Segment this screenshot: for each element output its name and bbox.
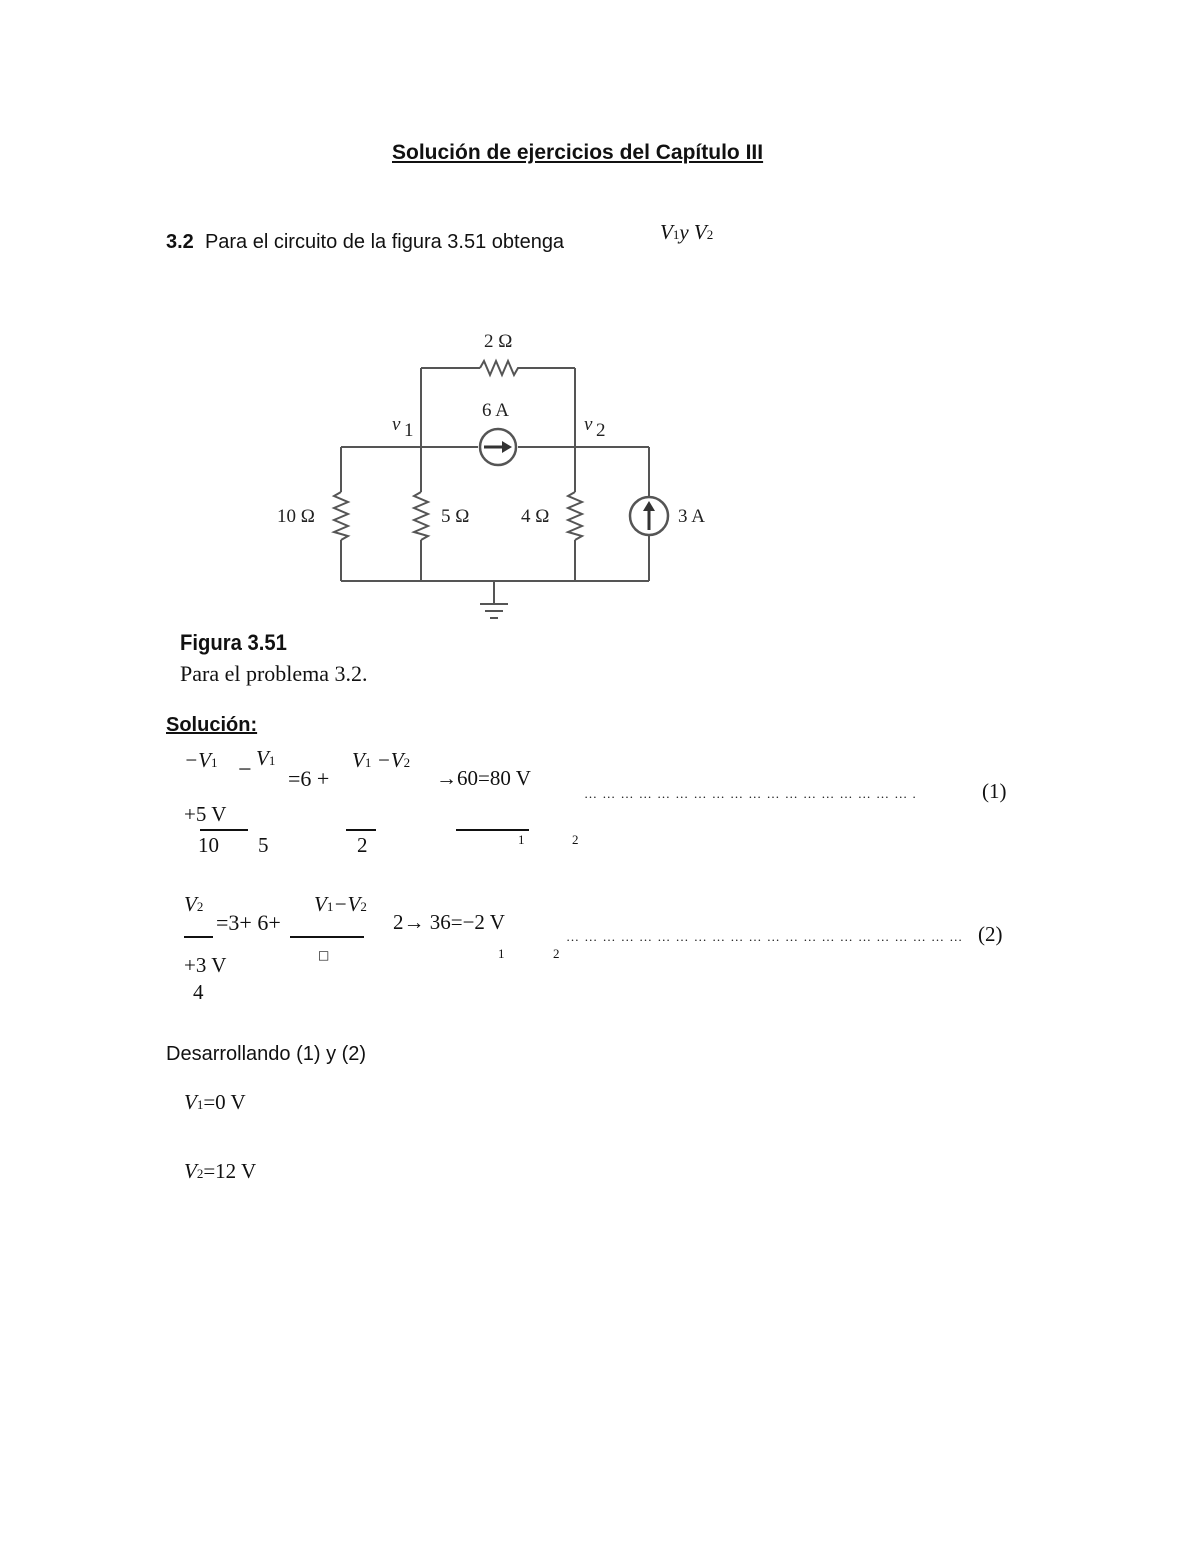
develop-text: Desarrollando (1) y (2) bbox=[166, 1043, 367, 1065]
solution-heading: Solución: bbox=[166, 714, 258, 736]
eq1-denom-2: 2 bbox=[357, 833, 368, 857]
label-node1-sub: 1 bbox=[404, 420, 414, 441]
circuit-diagram bbox=[260, 320, 740, 630]
result-v1: V1=0 V bbox=[184, 1090, 246, 1114]
eq1-denom-5: 5 bbox=[258, 833, 269, 857]
eq2-denom-4: 4 bbox=[193, 980, 204, 1004]
eq1-sub-1: 1 bbox=[518, 832, 525, 847]
eq2-fraction-bar-1 bbox=[184, 936, 213, 938]
eq2-result: 2→ 36=−2 V bbox=[393, 910, 505, 934]
label-r2: 5 Ω bbox=[441, 506, 470, 527]
eq1-sub-2: 2 bbox=[572, 832, 579, 847]
eq1-fraction-bar-1 bbox=[200, 829, 248, 831]
eq2-sub-1: 1 bbox=[498, 946, 505, 961]
label-r3: 4 Ω bbox=[521, 506, 550, 527]
resistor-5ohm bbox=[414, 492, 428, 540]
problem-variables: V1y V2 bbox=[660, 220, 714, 244]
eq2-fraction-bar-2 bbox=[290, 936, 364, 938]
problem-number: 3.2 bbox=[166, 231, 194, 253]
eq1-term1: −V1 bbox=[184, 748, 218, 772]
problem-statement bbox=[166, 231, 564, 254]
eq1-term2: V1 bbox=[256, 746, 276, 770]
ground-icon bbox=[480, 604, 508, 618]
eq1-fraction-bar-3 bbox=[456, 829, 529, 831]
page-title: Solución de ejercicios del Capítulo III bbox=[392, 141, 764, 164]
current-source-3a bbox=[630, 497, 668, 535]
current-source-6a bbox=[480, 429, 516, 465]
eq1-equals: =6 + bbox=[288, 766, 330, 791]
eq1-minus: − bbox=[238, 757, 252, 783]
label-i-right: 3 A bbox=[678, 506, 705, 527]
eq2-second-term: +3 V bbox=[184, 953, 227, 977]
eq1-denom-10: 10 bbox=[198, 833, 219, 857]
label-node1: v bbox=[392, 414, 401, 435]
problem-text: Para el circuito de la figura 3.51 obtenga bbox=[204, 231, 565, 253]
eq2-term2: V1−V2 bbox=[314, 892, 367, 916]
resistor-4ohm bbox=[568, 492, 582, 540]
label-r1: 10 Ω bbox=[277, 506, 315, 527]
eq2-sub-2: 2 bbox=[553, 946, 560, 961]
eq1-second-term: +5 V bbox=[184, 802, 227, 826]
eq2-dots: … … … … … … … … … … … … … … … … … … … … … … bbox=[566, 929, 964, 944]
result-v2: V2=12 V bbox=[184, 1159, 257, 1183]
eq1-dots: … … … … … … … … … … … … … … … … … … . bbox=[584, 786, 917, 801]
eq2-mid: =3+ 6+ bbox=[216, 910, 281, 935]
figure-caption: Para el problema 3.2. bbox=[180, 661, 368, 686]
eq1-term3: V1 −V2 bbox=[352, 748, 411, 772]
eq1-result: →60=80 V bbox=[436, 766, 531, 790]
resistor-2ohm bbox=[480, 361, 522, 375]
label-node2: v bbox=[584, 414, 593, 435]
label-node2-sub: 2 bbox=[596, 420, 606, 441]
eq2-tag: (2) bbox=[978, 922, 1003, 946]
label-r-top: 2 Ω bbox=[484, 331, 513, 352]
figure-label: Figura 3.51 bbox=[180, 630, 287, 655]
label-i-mid: 6 A bbox=[482, 400, 509, 421]
eq2-missing-glyph-box: □ bbox=[318, 948, 330, 962]
resistor-10ohm bbox=[334, 492, 348, 540]
eq2-term1: V2 bbox=[184, 892, 204, 916]
eq1-fraction-bar-2 bbox=[346, 829, 376, 831]
eq1-tag: (1) bbox=[982, 779, 1007, 803]
